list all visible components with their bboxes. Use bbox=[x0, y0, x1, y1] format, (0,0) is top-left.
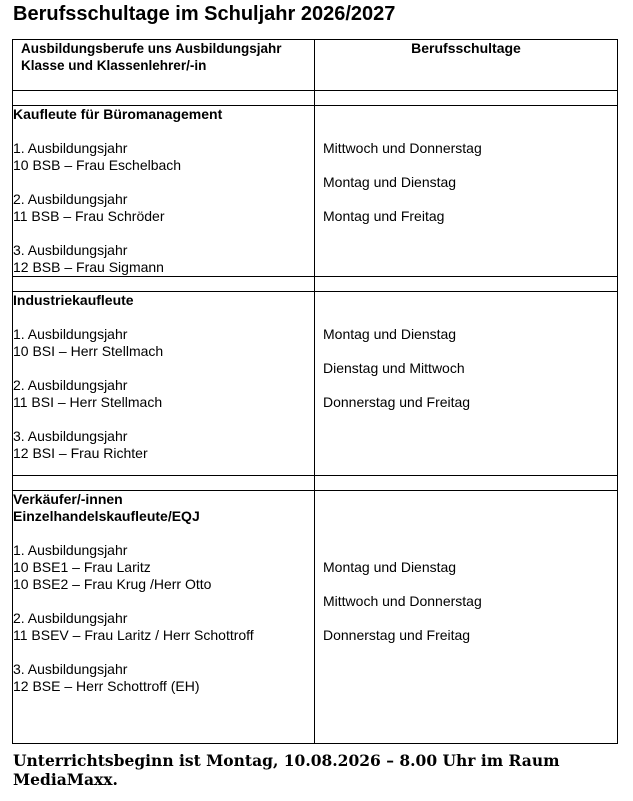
program-name: Kaufleute für Büromanagement bbox=[13, 106, 223, 122]
school-days: Dienstag und Mittwoch bbox=[323, 360, 465, 376]
blank-line bbox=[13, 525, 314, 542]
training-year: 1. Ausbildungsjahr bbox=[13, 140, 128, 156]
header-school-days: Berufsschultage bbox=[315, 40, 618, 91]
section-row bbox=[13, 491, 618, 744]
header-line: Klasse und Klassenlehrer/-in bbox=[21, 58, 207, 73]
school-days: Donnerstag und Freitag bbox=[323, 627, 471, 643]
training-year: 2. Ausbildungsjahr bbox=[13, 610, 128, 626]
school-days: Donnerstag und Freitag bbox=[323, 394, 471, 410]
blank-line bbox=[323, 576, 617, 593]
school-days: Montag und Dienstag bbox=[323, 174, 457, 190]
blank-line bbox=[323, 525, 617, 542]
blank-line bbox=[323, 610, 617, 627]
days-cell bbox=[315, 106, 618, 277]
class-teacher: 10 BSI – Herr Stellmach bbox=[13, 343, 164, 359]
blank-line bbox=[323, 292, 617, 309]
class-teacher: 10 BSE1 – Frau Laritz bbox=[13, 559, 151, 575]
blank-line bbox=[323, 491, 617, 508]
class-teacher: 11 BSI – Herr Stellmach bbox=[13, 394, 163, 410]
spacer-cell bbox=[13, 91, 315, 106]
class-teacher: 10 BSB – Frau Eschelbach bbox=[13, 157, 182, 173]
program-cell bbox=[13, 491, 315, 744]
footer-note bbox=[13, 751, 623, 789]
blank-line bbox=[323, 309, 617, 326]
school-days: Mittwoch und Donnerstag bbox=[323, 140, 482, 156]
blank-line bbox=[13, 411, 314, 428]
page-title: Berufsschultage im Schuljahr 2026/2027 bbox=[13, 3, 396, 25]
blank-line bbox=[323, 157, 617, 174]
program-cell bbox=[13, 292, 315, 476]
days-cell bbox=[315, 491, 618, 744]
section-row bbox=[13, 292, 618, 476]
class-teacher: 12 BSI – Frau Richter bbox=[13, 445, 148, 461]
blank-line bbox=[323, 377, 617, 394]
training-year: 3. Ausbildungsjahr bbox=[13, 661, 128, 677]
spacer-cell bbox=[13, 476, 315, 491]
blank-line bbox=[323, 191, 617, 208]
training-year: 2. Ausbildungsjahr bbox=[13, 377, 128, 393]
class-teacher: 11 BSB – Frau Schröder bbox=[13, 208, 165, 224]
training-year: 1. Ausbildungsjahr bbox=[13, 326, 128, 342]
blank-line bbox=[13, 309, 314, 326]
spacer-cell bbox=[315, 277, 618, 292]
blank-line bbox=[323, 123, 617, 140]
school-days: Montag und Dienstag bbox=[323, 326, 457, 342]
spacer-row bbox=[13, 476, 618, 491]
blank-line bbox=[323, 106, 617, 123]
blank-line bbox=[323, 343, 617, 360]
blank-line bbox=[13, 225, 314, 242]
class-teacher: 10 BSE2 – Frau Krug /Herr Otto bbox=[13, 576, 212, 592]
section-row bbox=[13, 106, 618, 277]
spacer-row bbox=[13, 277, 618, 292]
training-year: 3. Ausbildungsjahr bbox=[13, 242, 128, 258]
footer-line: Unterrichtsbeginn ist Montag, 10.08.2026 – 8.00 Uhr im Raum bbox=[13, 751, 560, 770]
schedule-table bbox=[12, 39, 618, 744]
class-teacher: 12 BSE – Herr Schottroff (EH) bbox=[13, 678, 200, 694]
class-teacher: 12 BSB – Frau Sigmann bbox=[13, 259, 164, 275]
spacer-row bbox=[13, 91, 618, 106]
spacer-cell bbox=[13, 277, 315, 292]
blank-line bbox=[323, 542, 617, 559]
blank-line bbox=[13, 123, 314, 140]
training-year: 2. Ausbildungsjahr bbox=[13, 191, 128, 207]
program-cell bbox=[13, 106, 315, 277]
spacer-cell bbox=[315, 476, 618, 491]
table-header-row bbox=[13, 40, 618, 91]
footer-line: MediaMaxx. bbox=[13, 770, 118, 789]
class-teacher: 11 BSEV – Frau Laritz / Herr Schottroff bbox=[13, 627, 254, 643]
program-name: Verkäufer/-innen bbox=[13, 491, 123, 507]
blank-line bbox=[13, 644, 314, 661]
program-name: Industriekaufleute bbox=[13, 292, 134, 308]
training-year: 3. Ausbildungsjahr bbox=[13, 428, 128, 444]
school-days: Mittwoch und Donnerstag bbox=[323, 593, 482, 609]
blank-line bbox=[323, 508, 617, 525]
days-cell bbox=[315, 292, 618, 476]
header-training-class bbox=[13, 40, 315, 91]
blank-line bbox=[13, 174, 314, 191]
training-year: 1. Ausbildungsjahr bbox=[13, 542, 128, 558]
blank-line bbox=[13, 593, 314, 610]
school-days: Montag und Freitag bbox=[323, 208, 445, 224]
blank-line bbox=[13, 360, 314, 377]
program-name: Einzelhandelskaufleute/EQJ bbox=[13, 508, 200, 524]
header-line: Ausbildungsberufe uns Ausbildungsjahr bbox=[21, 41, 282, 56]
spacer-cell bbox=[315, 91, 618, 106]
school-days: Montag und Dienstag bbox=[323, 559, 457, 575]
